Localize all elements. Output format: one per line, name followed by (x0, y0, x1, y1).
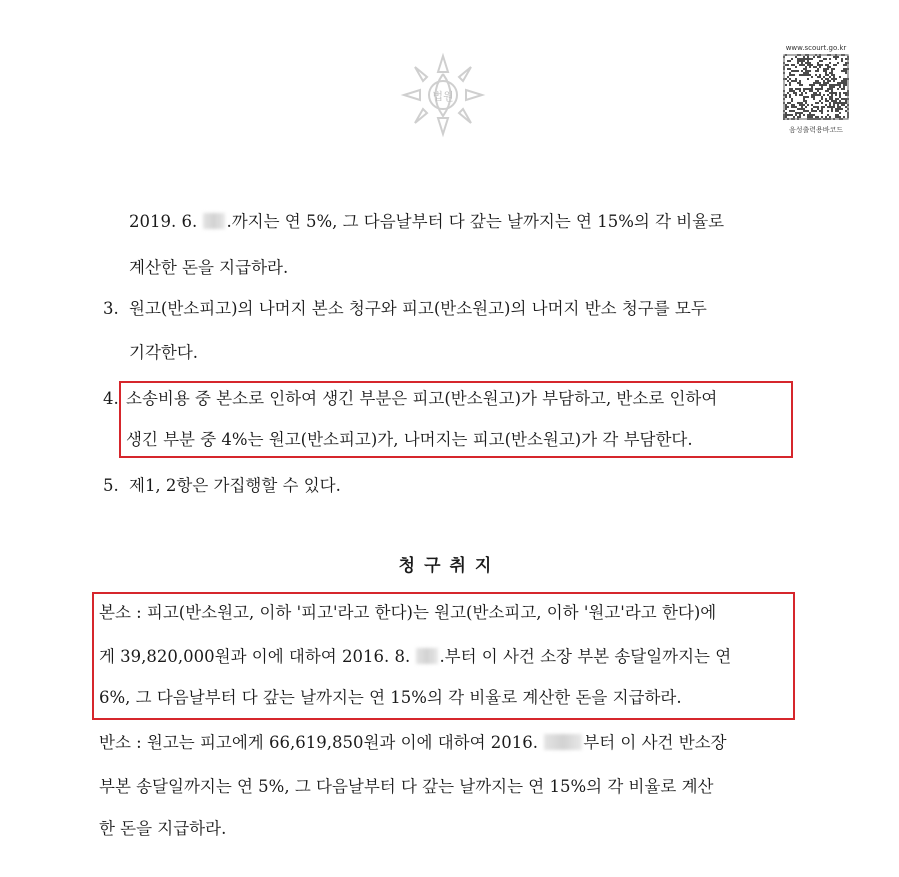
claim-line-2 (99, 646, 731, 668)
item-number-5: 5. (103, 476, 119, 495)
claim-line-2-end: .부터 이 사건 소장 부본 송달일까지는 연 (439, 647, 732, 666)
item-number-4: 4. (103, 389, 119, 408)
claim-line-4 (99, 732, 727, 754)
text-line-7: 제1, 2항은 가집행할 수 있다. (129, 476, 341, 495)
claim-line-6: 한 돈을 지급하라. (99, 819, 227, 838)
text-line-5: 소송비용 중 본소로 인하여 생긴 부분은 피고(반소원고)가 부담하고, 반소로 인하여 (126, 389, 718, 408)
qr-block (782, 44, 850, 135)
text-line-1-end: .까지는 연 5%, 그 다음날부터 다 갚는 날까지는 연 15%의 각 비율로 (226, 212, 725, 231)
text-line-4: 기각한다. (129, 343, 199, 362)
court-emblem (398, 50, 488, 140)
text-line-1-start: 2019. 6. (129, 212, 203, 231)
redaction (544, 734, 582, 750)
qr-caption: 음성출력용바코드 (788, 126, 844, 134)
claim-line-2-start: 게 39,820,000원과 이에 대하여 2016. 8. (99, 647, 416, 666)
emblem-text: 법원 (432, 90, 454, 103)
claim-line-4-end: 부터 이 사건 반소장 (583, 733, 727, 752)
text-line-6: 생긴 부분 중 4%는 원고(반소피고)가, 나머지는 피고(반소원고)가 각 부담한다. (126, 430, 693, 449)
claim-line-1: 본소 : 피고(반소원고, 이하 '피고'라고 한다)는 원고(반소피고, 이하 '원고'라고 한다)에 (99, 603, 717, 622)
section-heading: 청구취지 (398, 556, 501, 576)
claim-line-3: 6%, 그 다음날부터 다 갚는 날까지는 연 15%의 각 비율로 계산한 돈을 지급하라. (99, 688, 682, 707)
text-line-2: 계산한 돈을 지급하라. (129, 258, 289, 277)
text-line-3: 원고(반소피고)의 나머지 본소 청구와 피고(반소원고)의 나머지 반소 청구를 모두 (129, 299, 707, 318)
qr-code-icon (783, 54, 849, 120)
claim-line-5: 부본 송달일까지는 연 5%, 그 다음날부터 다 갚는 날까지는 연 15%의 각 비율로 계산 (99, 777, 714, 796)
text-line-1 (129, 211, 724, 233)
redaction (203, 213, 225, 229)
claim-line-4-start: 반소 : 원고는 피고에게 66,619,850원과 이에 대하여 2016. (99, 733, 544, 752)
redaction (416, 648, 438, 664)
item-number-3: 3. (103, 299, 119, 318)
qr-url: www.scourt.go.kr (785, 44, 847, 52)
